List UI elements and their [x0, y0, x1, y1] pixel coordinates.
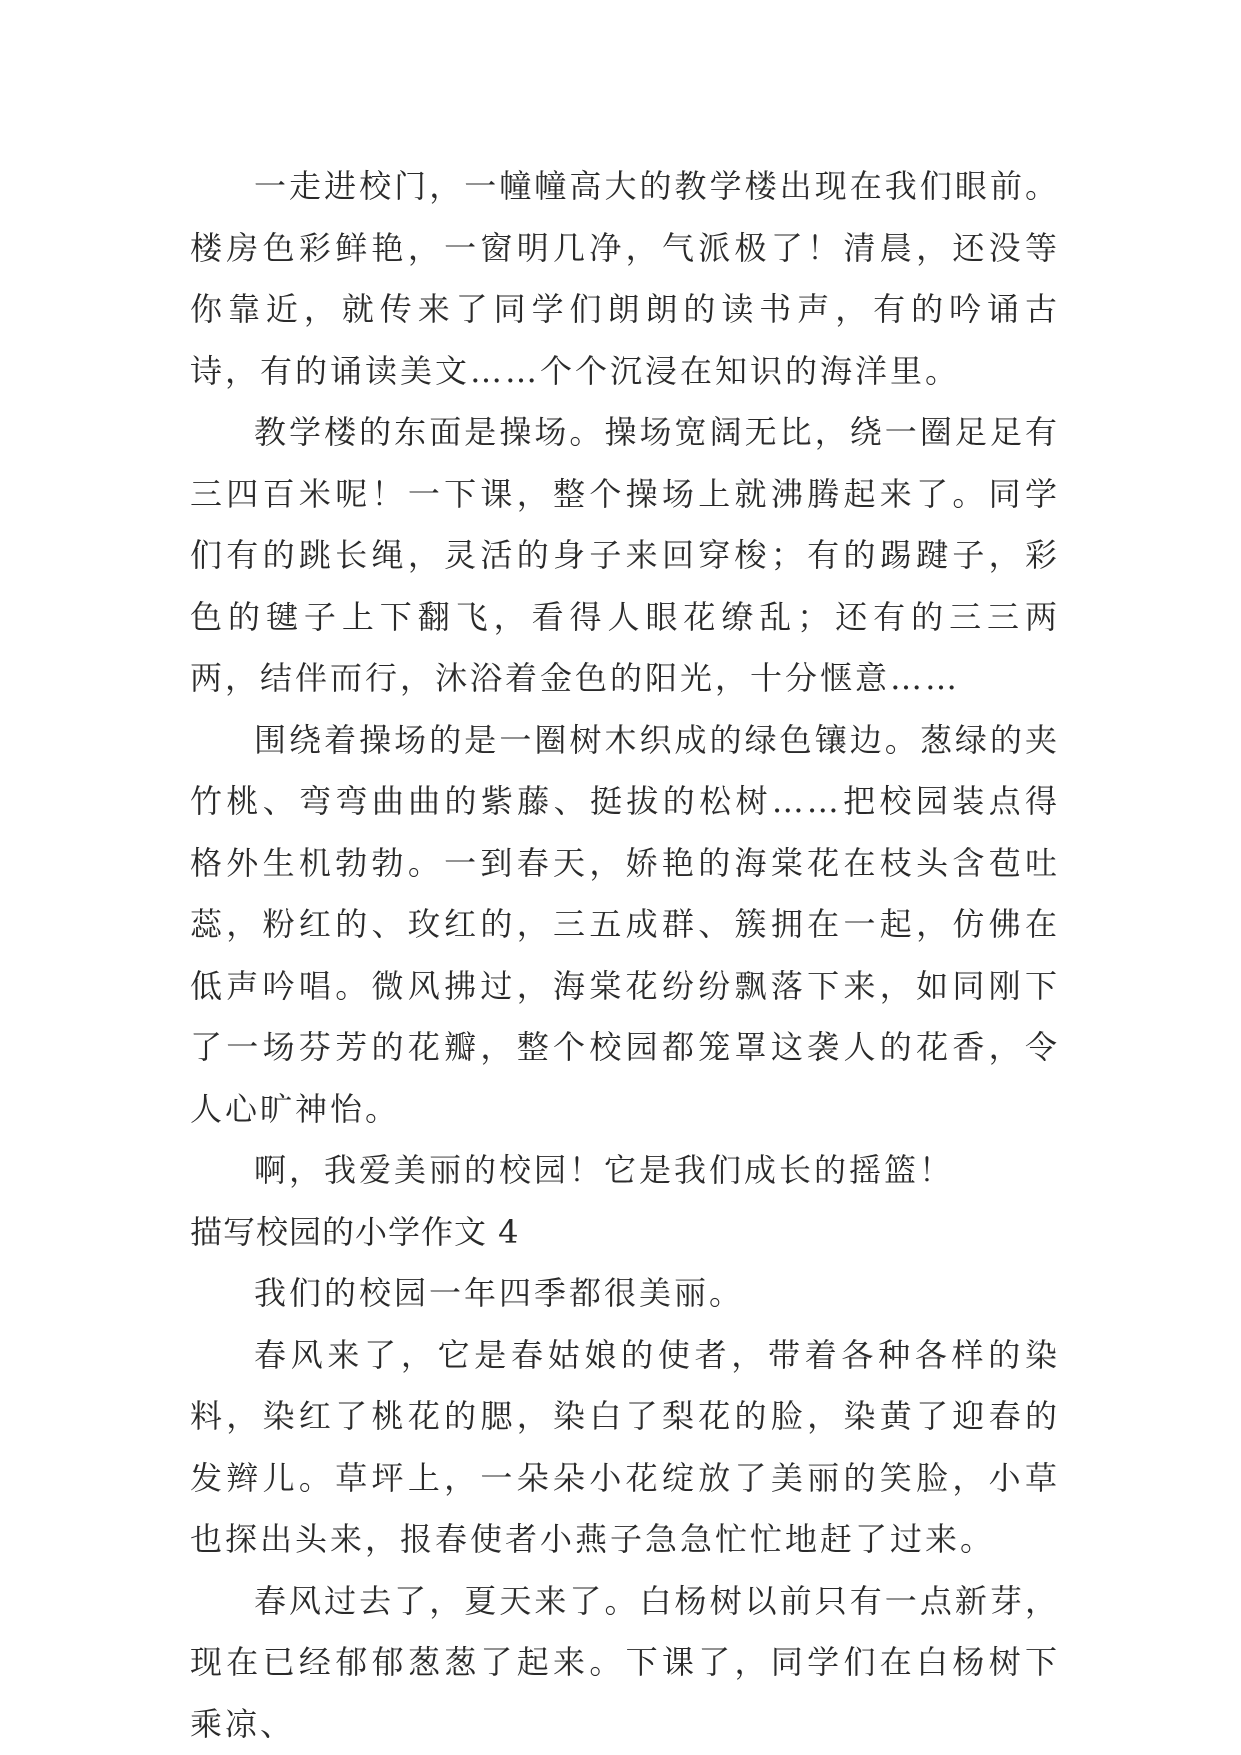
paragraph-spring: 春风来了，它是春姑娘的使者，带着各种各样的染料，染红了桃花的腮，染白了梨花的脸，染黄了迎春的发辫儿。草坪上，一朵朵小花绽放了美丽的笑脸，小草也探出头来，报春使者小燕子急急忙忙地赶了过来。: [190, 1325, 1060, 1571]
paragraph-summer: 春风过去了，夏天来了。白杨树以前只有一点新芽，现在已经郁郁葱葱了起来。下课了，同学们在白杨树下乘凉、: [190, 1571, 1060, 1755]
essay-heading: 描写校园的小学作文 4: [190, 1202, 1060, 1264]
paragraph-playground: 教学楼的东面是操场。操场宽阔无比，绕一圈足足有三四百米呢！一下课，整个操场上就沸腾起来了。同学们有的跳长绳，灵活的身子来回穿梭；有的踢踺子，彩色的毽子上下翻飞，看得人眼花缭乱；还有的三三两两，结伴而行，沐浴着金色的阳光，十分惬意……: [190, 402, 1060, 710]
paragraph-school-building: 一走进校门，一幢幢高大的教学楼出现在我们眼前。楼房色彩鲜艳，一窗明几净，气派极了！清晨，还没等你靠近，就传来了同学们朗朗的读书声，有的吟诵古诗，有的诵读美文……个个沉浸在知识的海洋里。: [190, 156, 1060, 402]
paragraph-intro-seasons: 我们的校园一年四季都很美丽。: [190, 1263, 1060, 1325]
paragraph-conclusion: 啊，我爱美丽的校园！它是我们成长的摇篮！: [190, 1140, 1060, 1202]
paragraph-trees-and-flowers: 围绕着操场的是一圈树木织成的绿色镶边。葱绿的夹竹桃、弯弯曲曲的紫藤、挺拔的松树……把校园装点得格外生机勃勃。一到春天，娇艳的海棠花在枝头含苞吐蕊，粉红的、玫红的，三五成群、簇拥在一起，仿佛在低声吟唱。微风拂过，海棠花纷纷飘落下来，如同刚下了一场芬芳的花瓣，整个校园都笼罩这袭人的花香，令人心旷神怡。: [190, 710, 1060, 1141]
document-body: [190, 156, 1060, 1755]
